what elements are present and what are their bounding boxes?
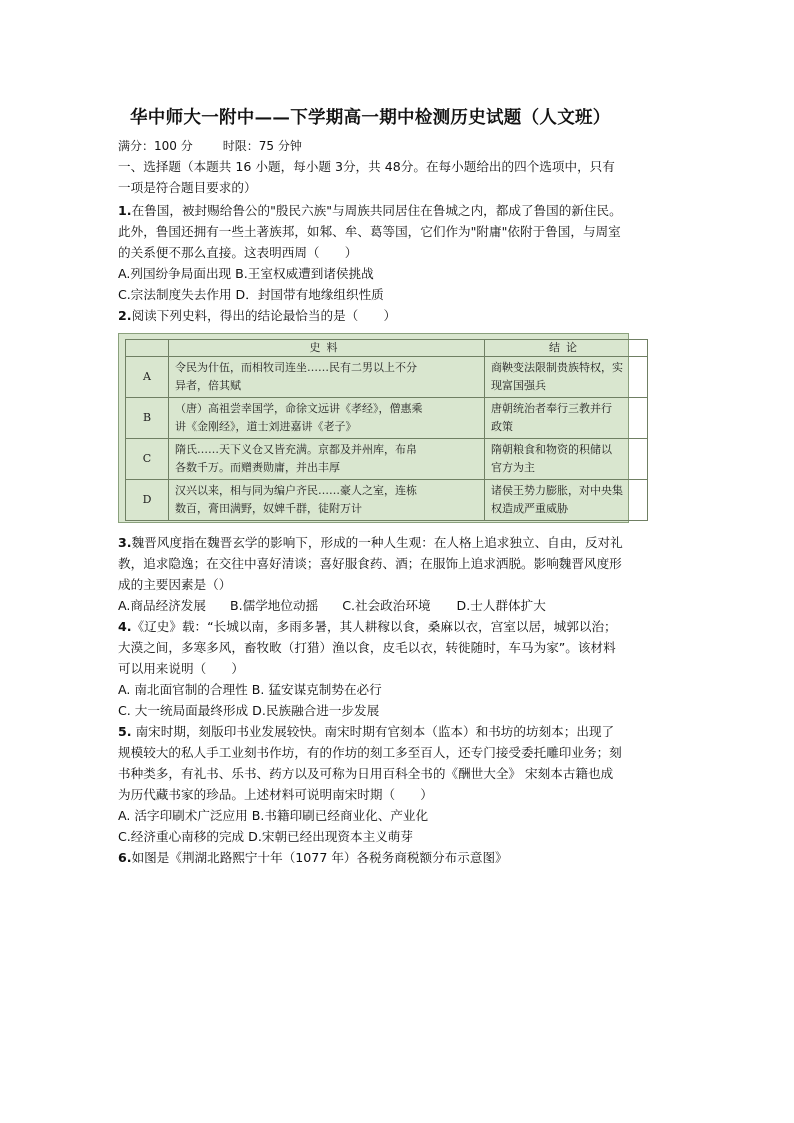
table-header-source: 史料: [169, 340, 485, 357]
q5-stem-line-1: 5. 南宋时期，刻版印书业发展较快。南宋时期有官刻本（监本）和书坊的坊刻本；出现了: [118, 724, 615, 739]
row-label: C: [126, 439, 169, 480]
q2-stem: 2.阅读下列史料，得出的结论最恰当的是（ ）: [118, 308, 397, 323]
q5-stem-line-3: 书种类多，有礼书、乐书、药方以及可称为日用百科全书的《酬世大全》 宋刻本古籍也成: [118, 766, 614, 781]
q4-stem-line-3: 可以用来说明（ ）: [118, 661, 244, 676]
full-score: 满分：100 分: [118, 139, 193, 153]
row-conclusion: 诸侯王势力膨胀，对中央集 权造成严重威胁: [485, 480, 648, 521]
table-row: [126, 357, 648, 398]
q3-stem-line-1: 3.魏晋风度指在魏晋玄学的影响下，形成的一种人生观：在人格上追求独立、自由，反对礼: [118, 535, 623, 550]
row-source: 令民为什伍，而相牧司连坐……民有二男以上不分 异者，倍其赋: [169, 357, 485, 398]
q5-stem-line-2: 规模较大的私人手工业刻书作坊，有的作坊的刻工多至百人，还专门接受委托雕印业务；刻: [118, 745, 622, 760]
section-heading-line-1: 一、选择题（本题共 16 小题，每小题 3分，共 48分。在每小题给出的四个选项中，只有: [118, 159, 615, 174]
row-label: D: [126, 480, 169, 521]
table-row: [126, 480, 648, 521]
row-conclusion: 隋朝粮食和物资的积储以 官方为主: [485, 439, 648, 480]
row-source: 隋氏……天下义仓又皆充满。京都及并州库，布帛 各数千万。而赠赉勋庸，并出丰厚: [169, 439, 485, 480]
exam-title: 华中师大一附中——下学期高一期中检测历史试题（人文班）: [130, 108, 611, 128]
row-conclusion: 商鞅变法限制贵族特权，实 现富国强兵: [485, 357, 648, 398]
q1-options-cd: C.宗法制度失去作用 D．封国带有地缘组织性质: [118, 287, 384, 302]
row-label: A: [126, 357, 169, 398]
q2-source-table: [118, 333, 629, 523]
q4-stem-line-1: 4.《辽史》载：“长城以南，多雨多暑，其人耕稼以食，桑麻以衣，宫室以居，城郭以治；: [118, 619, 617, 634]
q3-stem-line-3: 成的主要因素是（）: [118, 577, 232, 592]
table-row: [126, 398, 648, 439]
q4-options-cd: C. 大一统局面最终形成 D.民族融合进一步发展: [118, 703, 380, 718]
section-heading-line-2: 一项是符合题目要求的）: [118, 180, 257, 195]
table-header-conclusion: 结论: [485, 340, 648, 357]
table-row: [126, 439, 648, 480]
q3-option-c: C.社会政治环境: [342, 598, 431, 613]
row-conclusion: 唐朝统治者奉行三教并行 政策: [485, 398, 648, 439]
q1-stem-line-2: 此外，鲁国还拥有一些土著族邦，如邾、牟、葛等国，它们作为"附庸"依附于鲁国，与周室: [118, 224, 621, 239]
q1-stem-line-1: 1.在鲁国，被封赐给鲁公的"殷民六族"与周族共同居住在鲁城之内，都成了鲁国的新住民。: [118, 203, 622, 218]
row-label: B: [126, 398, 169, 439]
q5-options-ab: A. 活字印刷术广泛应用 B.书籍印刷已经商业化、产业化: [118, 808, 429, 823]
q5-stem-line-4: 为历代藏书家的珍品。上述材料可说明南宋时期（ ）: [118, 787, 433, 802]
q5-options-cd: C.经济重心南移的完成 D.宋朝已经出现资本主义萌芽: [118, 829, 413, 844]
q3-option-b: B.儒学地位动摇: [229, 598, 319, 613]
time-limit: 时限：75 分钟: [222, 139, 302, 153]
row-source: 汉兴以来，相与同为编户齐民……豪人之室，连栋 数百，膏田满野，奴婢千群，徒附万计: [169, 480, 485, 521]
q1-stem-line-3: 的关系便不那么直接。这表明西周（ ）: [118, 245, 358, 260]
q4-options-ab: A. 南北面官制的合理性 B. 猛安谋克制势在必行: [118, 682, 382, 697]
q4-stem-line-2: 大漠之间，多寒多风，畜牧畋（打猎）渔以食，皮毛以衣，转徙随时，车马为家”。该材料: [118, 640, 616, 655]
q3-option-d: D.士人群体扩大: [456, 598, 546, 613]
q1-options-ab: A.列国纷争局面出现 B.王室权威遭到诸侯挑战: [118, 266, 374, 281]
q3-options: [118, 600, 546, 613]
q3-option-a: A.商品经济发展: [118, 598, 206, 613]
q6-stem: 6.如图是《荆湖北路熙宁十年（1077 年）各税务商税额分布示意图》: [118, 850, 508, 865]
row-source: （唐）高祖尝幸国学，命徐文远讲《孝经》，僧惠乘 讲《金刚经》，道士刘进嘉讲《老子》: [169, 398, 485, 439]
table-header-blank: [126, 340, 169, 357]
exam-meta: [118, 140, 302, 152]
q3-stem-line-2: 教，追求隐逸；在交往中喜好清谈；喜好服食药、酒；在服饰上追求洒脱。影响魏晋风度形: [118, 556, 622, 571]
